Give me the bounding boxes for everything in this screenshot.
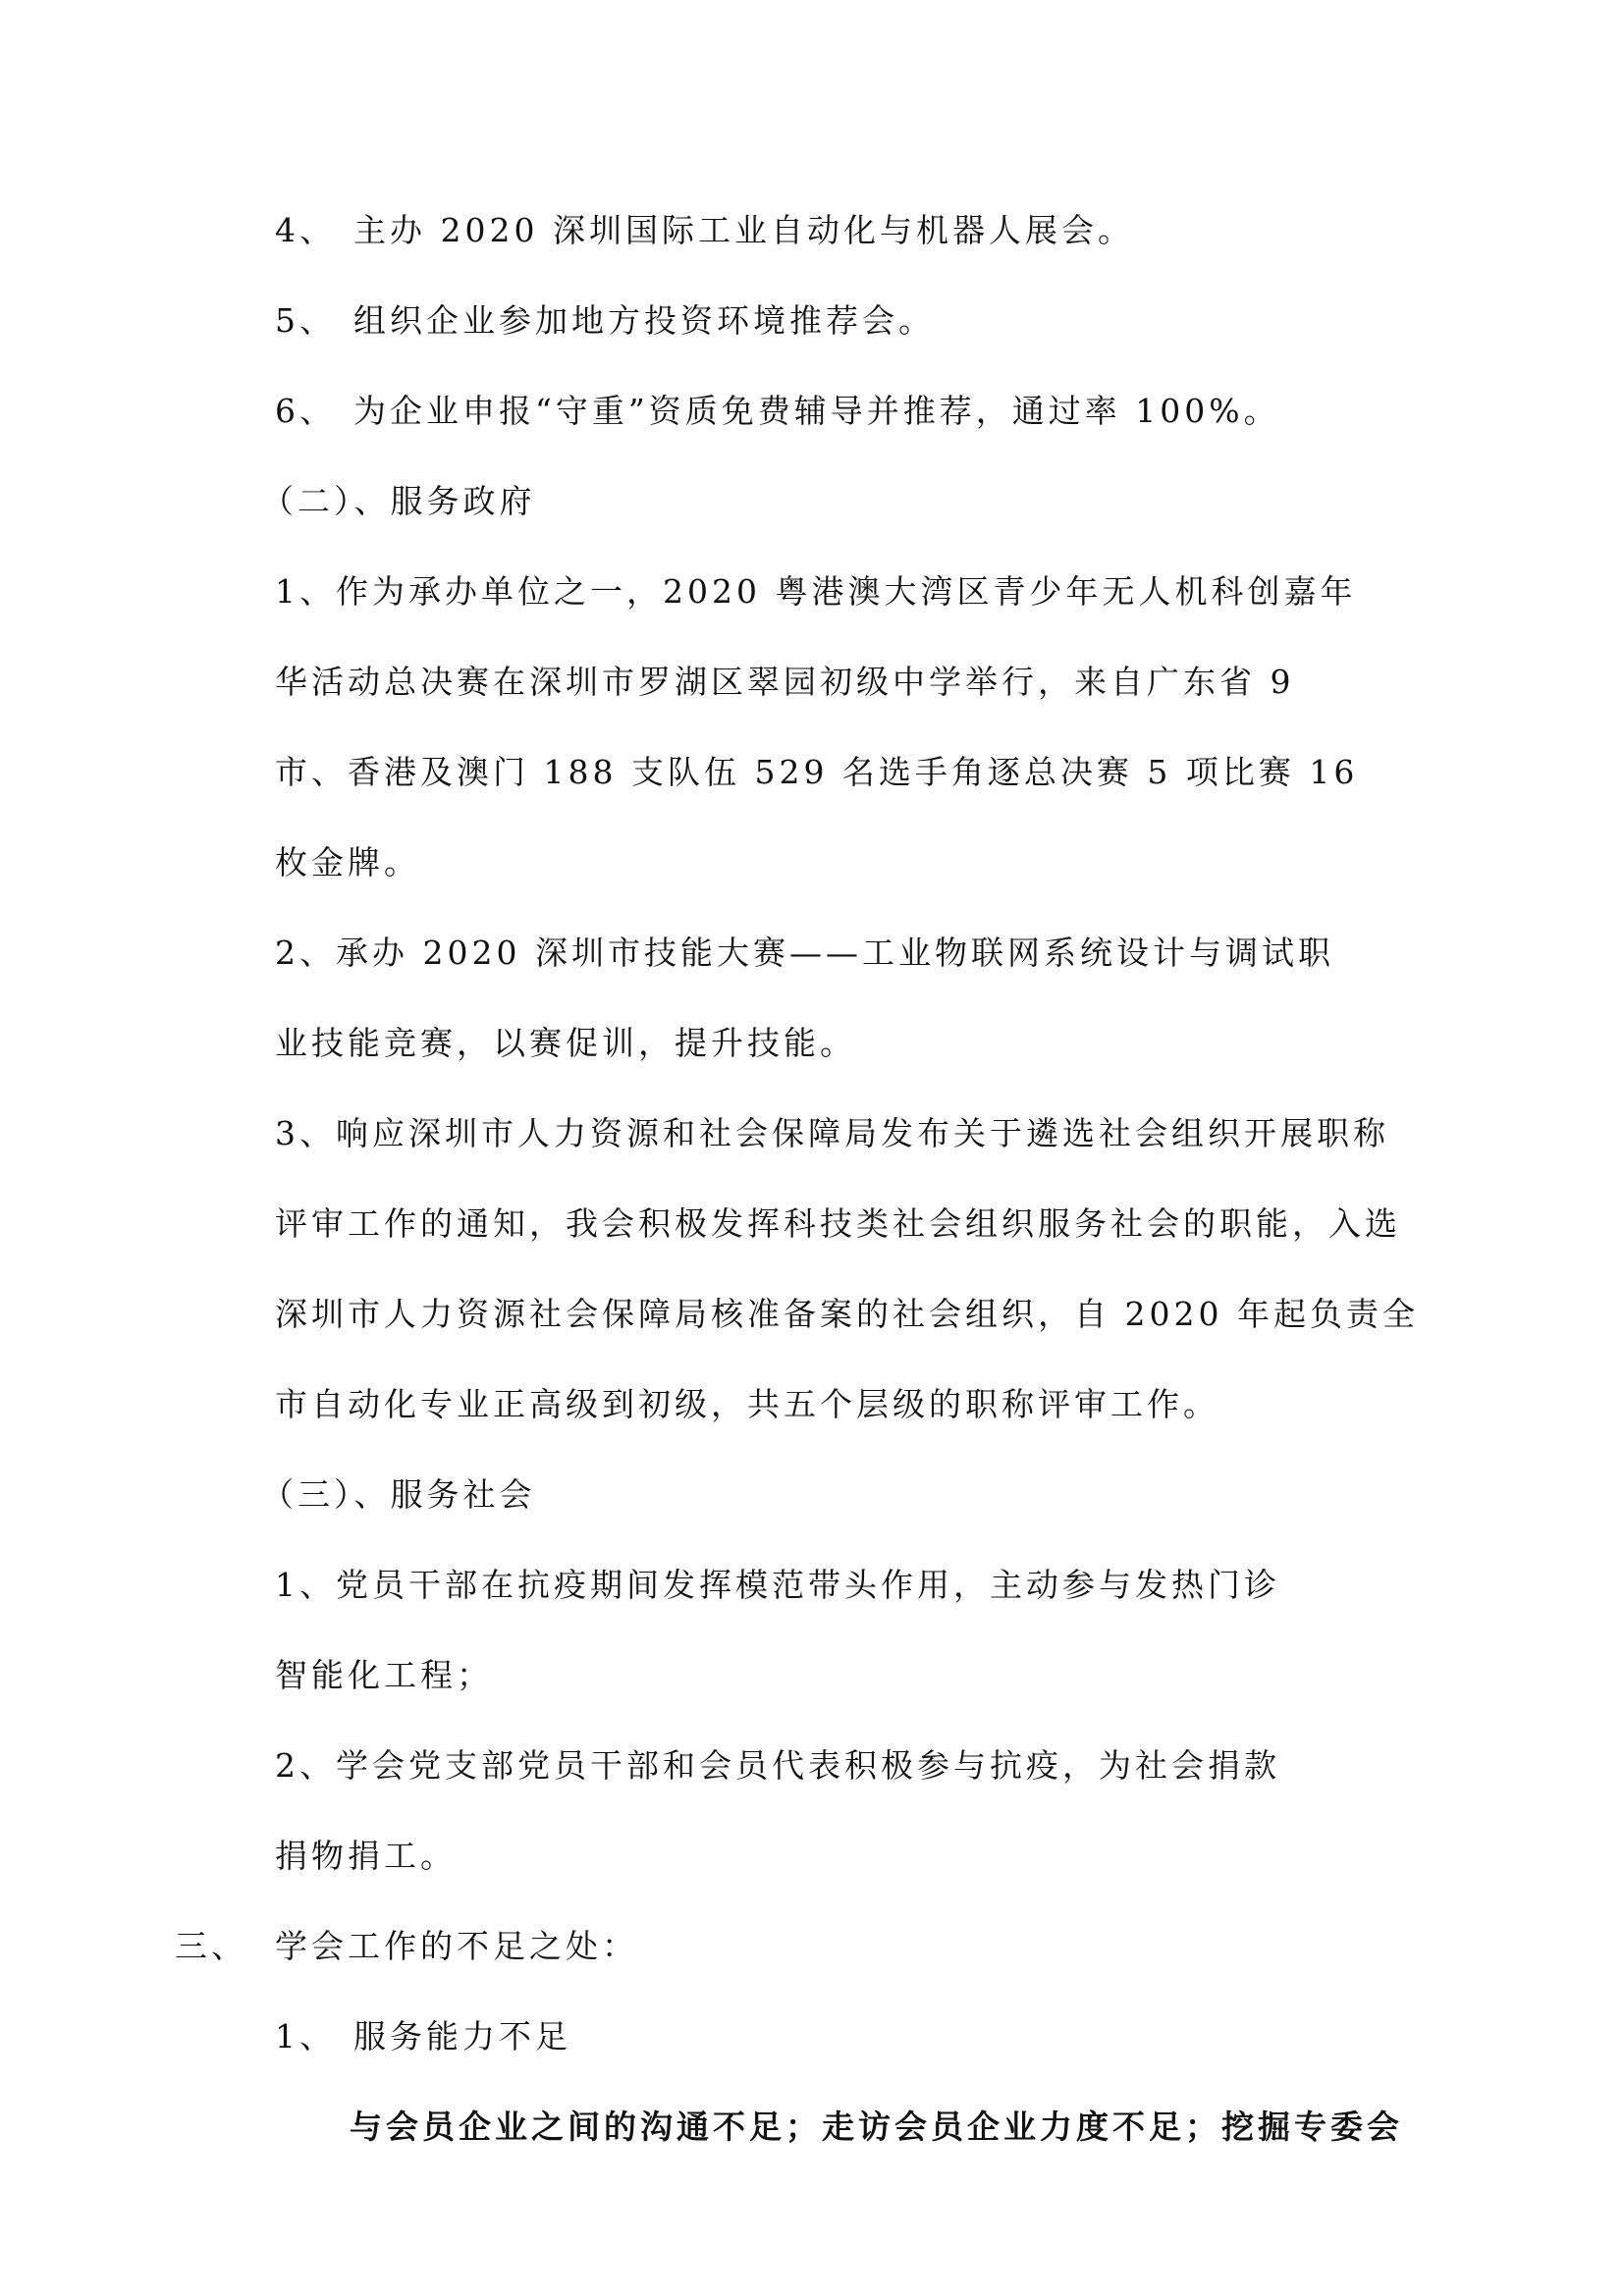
subheading-serve-society: （三）、服务社会	[261, 1475, 536, 1514]
paragraph-line: 3、响应深圳市人力资源和社会保障局发布关于遴选社会组织开展职称	[275, 1114, 1389, 1152]
item-text: 为企业申报“守重”资质免费辅导并推荐，通过率 100%。	[353, 392, 1280, 430]
paragraph-line: 业技能竞赛，以赛促训，提升技能。	[275, 1024, 856, 1062]
paragraph-line: 深圳市人力资源社会保障局核准备案的社会组织，自 2020 年起负责全	[275, 1295, 1419, 1333]
paragraph-line: 智能化工程；	[275, 1656, 493, 1694]
item-number: 6、	[275, 392, 336, 430]
section-heading-three	[175, 1925, 1363, 1968]
paragraph-line: 华活动总决赛在深圳市罗湖区翠园初级中学举行，来自广东省 9	[275, 663, 1295, 701]
item-number: 5、	[275, 301, 336, 340]
list-item-6	[275, 390, 1463, 433]
paragraph-line: 1、作为承办单位之一，2020 粤港澳大湾区青少年无人机科创嘉年	[275, 572, 1357, 611]
paragraph-line: 2、学会党支部党员干部和会员代表积极参与抗疫，为社会捐款	[275, 1746, 1280, 1785]
item-number: 1、	[275, 2017, 336, 2056]
item-text: 组织企业参加地方投资环境推荐会。	[353, 301, 935, 340]
section-number: 三、	[175, 1927, 247, 1965]
paragraph-line: 2、承办 2020 深圳市技能大赛——工业物联网系统设计与调试职	[275, 934, 1334, 972]
bold-paragraph-line: 与会员企业之间的沟通不足；走访会员企业力度不足；挖掘专委会	[350, 2108, 1403, 2146]
paragraph-line: 市、香港及澳门 188 支队伍 529 名选手角逐总决赛 5 项比赛 16	[275, 753, 1359, 791]
paragraph-line: 枚金牌。	[275, 843, 420, 881]
item-number: 4、	[275, 211, 336, 249]
item-text: 服务能力不足	[353, 2017, 571, 2056]
item-text: 主办 2020 深圳国际工业自动化与机器人展会。	[353, 211, 1134, 249]
section-title: 学会工作的不足之处：	[275, 1927, 638, 1965]
list-item-1	[275, 2015, 1463, 2058]
list-item-4	[275, 209, 1463, 252]
paragraph-line: 捐物捐工。	[275, 1837, 457, 1875]
list-item-5	[275, 299, 1463, 343]
paragraph-line: 1、党员干部在抗疫期间发挥模范带头作用，主动参与发热门诊	[275, 1566, 1280, 1604]
subheading-serve-government: （二）、服务政府	[261, 482, 536, 520]
paragraph-line: 评审工作的通知，我会积极发挥科技类社会组织服务社会的职能，入选	[275, 1204, 1401, 1243]
paragraph-line: 市自动化专业正高级到初级，共五个层级的职称评审工作。	[275, 1385, 1219, 1423]
